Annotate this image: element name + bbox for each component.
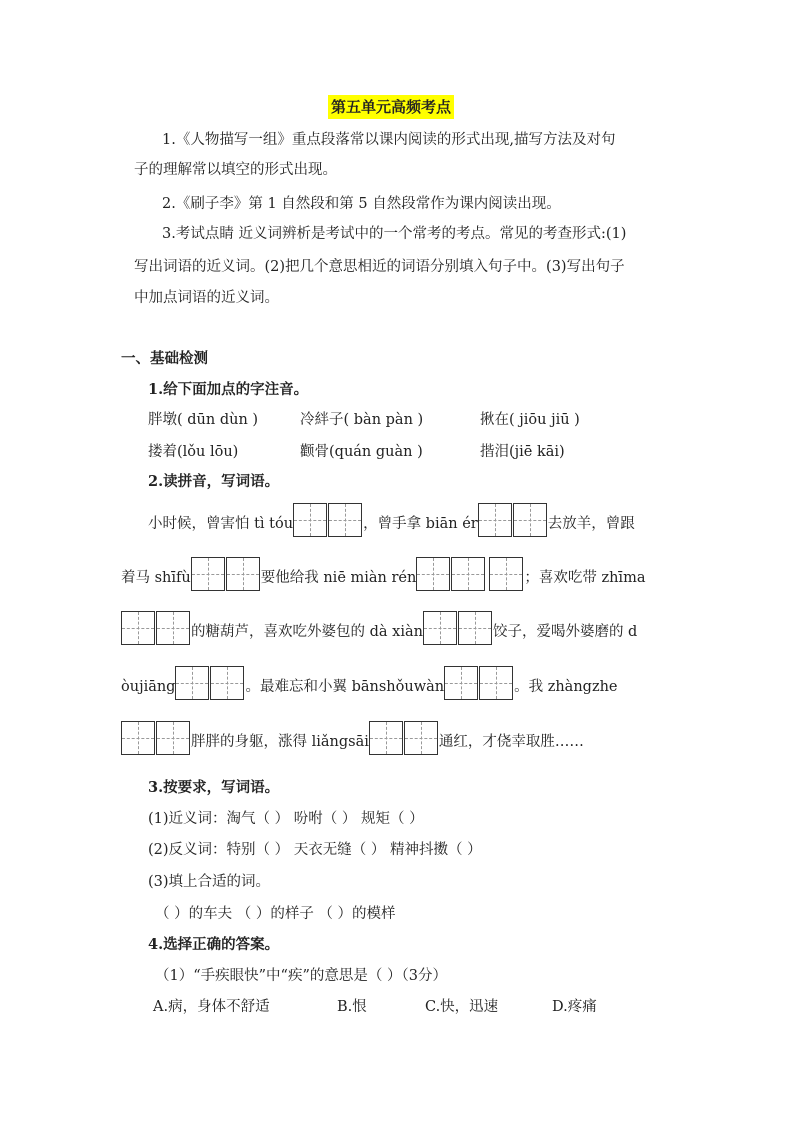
char-box[interactable] — [191, 557, 225, 591]
answer-boxes[interactable] — [478, 503, 548, 537]
intro-p1-line1: 1.《人物描写一组》重点段落常以课内阅读的形式出现,描写方法及对句 — [162, 132, 616, 148]
intro-p3-line3: 中加点词语的近义词。 — [134, 290, 279, 306]
answer-boxes[interactable] — [293, 503, 363, 537]
q3-line: (3)填上合适的词。 — [148, 874, 271, 890]
intro-p2: 2.《刷子李》第 1 自然段和第 5 自然段常作为课内阅读出现。 — [162, 196, 561, 212]
intro-p3-line1: 3.考试点睛 近义词辨析是考试中的一个常考的考点。常见的考查形式:(1) — [162, 226, 627, 242]
q2-line — [121, 721, 677, 755]
q2-text: 着马 shīfù — [121, 570, 191, 586]
answer-boxes[interactable] — [416, 557, 524, 591]
q2-text: ；喜欢吃带 zhīma — [524, 570, 646, 586]
q2-text: ，曾手拿 biān ér — [363, 516, 478, 532]
char-box[interactable] — [156, 611, 190, 645]
q2-line — [121, 503, 677, 537]
answer-boxes[interactable] — [369, 721, 439, 755]
q2-text: 通红，才侥幸取胜…… — [438, 734, 584, 750]
q1-item: 揪在( jiōu jiū ) — [480, 412, 580, 428]
q1-item: 揩泪(jiē kāi) — [480, 444, 565, 460]
q2-line — [121, 557, 677, 591]
q1-label: 1.给下面加点的字注音。 — [148, 381, 309, 398]
q1-item: 胖墩( dūn dùn ) — [148, 412, 259, 428]
q2-text: 小时候，曾害怕 tì tóu — [148, 516, 294, 532]
char-box[interactable] — [489, 557, 523, 591]
answer-boxes[interactable] — [121, 721, 191, 755]
q2-text: 。最难忘和小翼 bānshǒuwàn — [245, 679, 445, 695]
answer-boxes[interactable] — [121, 611, 191, 645]
char-box[interactable] — [293, 503, 327, 537]
q2-text: 要他给我 niē miàn rén — [260, 570, 417, 586]
char-box[interactable] — [210, 666, 244, 700]
q4-label: 4.选择正确的答案。 — [148, 936, 280, 953]
char-box[interactable] — [328, 503, 362, 537]
char-box[interactable] — [423, 611, 457, 645]
q2-text: 饺子，爱喝外婆磨的 d — [492, 624, 638, 640]
q3-label: 3.按要求，写词语。 — [148, 779, 280, 796]
q3-line: (1)近义词：淘气（ ） 吩咐（ ） 规矩（ ） — [148, 811, 424, 827]
q4-sub1: （1）“手疾眼快”中“疾”的意思是（ ）（3分） — [155, 968, 447, 984]
answer-boxes[interactable] — [191, 557, 261, 591]
char-box[interactable] — [478, 503, 512, 537]
q4-option-a[interactable]: A.病，身体不舒适 — [153, 999, 270, 1015]
q2-text: 去放羊，曾跟 — [547, 516, 635, 532]
q4-option-d[interactable]: D.疼痛 — [552, 999, 597, 1015]
answer-boxes[interactable] — [444, 666, 514, 700]
q2-text: 的糖葫芦，喜欢吃外婆包的 dà xiàn — [191, 624, 423, 640]
page-title: 第五单元高频考点 — [328, 95, 454, 119]
char-box[interactable] — [121, 611, 155, 645]
char-box[interactable] — [479, 666, 513, 700]
q1-item: 搂着(lǒu lōu) — [148, 444, 239, 460]
q2-line — [121, 611, 677, 645]
q2-text: òujiāng — [121, 679, 176, 695]
q3-line: （ ）的车夫 （ ）的样子 （ ）的模样 — [155, 906, 396, 922]
char-box[interactable] — [226, 557, 260, 591]
intro-p1-line2: 子的理解常以填空的形式出现。 — [134, 162, 337, 178]
char-box[interactable] — [369, 721, 403, 755]
char-box[interactable] — [175, 666, 209, 700]
q2-label: 2.读拼音，写词语。 — [148, 473, 280, 490]
q2-line — [121, 666, 677, 700]
q4-option-b[interactable]: B.恨 — [337, 999, 367, 1015]
q4-option-c[interactable]: C.快，迅速 — [425, 999, 499, 1015]
char-box[interactable] — [513, 503, 547, 537]
q3-line: (2)反义词：特别（ ） 天衣无缝（ ） 精神抖擞（ ） — [148, 842, 482, 858]
char-box[interactable] — [451, 557, 485, 591]
char-box[interactable] — [404, 721, 438, 755]
q1-item: 颧骨(quán guàn ) — [300, 444, 423, 460]
answer-boxes[interactable] — [423, 611, 493, 645]
char-box[interactable] — [416, 557, 450, 591]
q2-text: 。我 zhàngzhe — [514, 679, 618, 695]
answer-boxes[interactable] — [175, 666, 245, 700]
intro-p3-line2: 写出词语的近义词。(2)把几个意思相近的词语分别填入句子中。(3)写出句子 — [134, 259, 625, 275]
section-heading: 一、基础检测 — [121, 350, 208, 367]
char-box[interactable] — [121, 721, 155, 755]
char-box[interactable] — [444, 666, 478, 700]
q2-text: 胖胖的身躯，涨得 liǎngsāi — [191, 734, 369, 750]
char-box[interactable] — [156, 721, 190, 755]
char-box[interactable] — [458, 611, 492, 645]
q1-item: 冷絆子( bàn pàn ) — [300, 412, 424, 428]
